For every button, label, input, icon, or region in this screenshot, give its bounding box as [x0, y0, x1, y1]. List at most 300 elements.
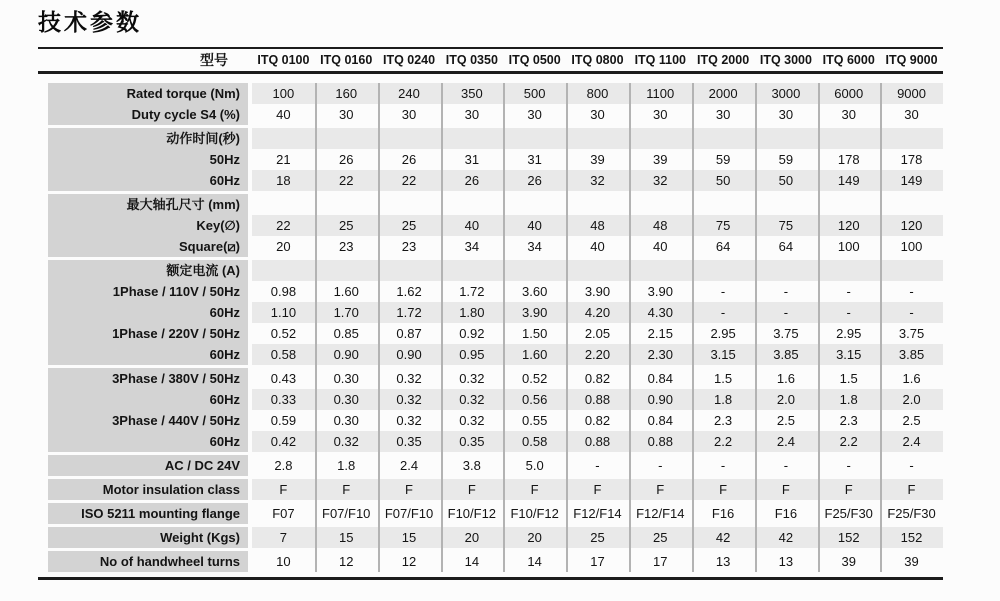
value-cell: 64: [715, 239, 731, 254]
value-cell: 3.75: [773, 326, 799, 341]
value-cell: 240: [398, 86, 420, 101]
row-label: 3Phase / 380V / 50Hz: [48, 368, 248, 389]
value-cell: 2.30: [647, 347, 673, 362]
row-values: [252, 527, 943, 548]
value-cell: 2.15: [647, 326, 673, 341]
row-label: Duty cycle S4 (%): [48, 104, 248, 125]
value-cell: [315, 260, 378, 281]
value-cell: 0.55: [522, 413, 548, 428]
value-cell: 23: [401, 239, 417, 254]
value-cell: 0.32: [396, 371, 422, 386]
value-cell: 2.5: [902, 413, 921, 428]
value-cell: [503, 260, 566, 281]
row-group: [38, 194, 943, 257]
value-cell: 0.88: [584, 392, 611, 407]
value-cell: [629, 194, 692, 215]
table-row: [38, 410, 943, 431]
table-row: [38, 281, 943, 302]
value-cell: 1.70: [333, 305, 359, 320]
value-cell: 2.4: [399, 458, 419, 473]
value-cell: 17: [653, 554, 668, 569]
row-label: 最大轴孔尺寸 (mm): [48, 194, 248, 215]
value-cell: 5.0: [525, 458, 544, 473]
value-cell: 0.35: [396, 434, 422, 449]
value-cell: 2000: [708, 86, 738, 101]
value-cell: 75: [715, 218, 731, 233]
model-header-cell: ITQ 9000: [885, 53, 938, 67]
value-cell: 152: [900, 530, 923, 545]
value-cell: [378, 194, 441, 215]
value-cell: 3.15: [836, 347, 862, 362]
value-cell: 30: [401, 107, 417, 122]
value-cell: 0.32: [459, 413, 485, 428]
value-cell: 1.6: [902, 371, 921, 386]
value-cell: 40: [464, 218, 480, 233]
value-cell: [566, 128, 629, 149]
value-cell: 0.88: [584, 434, 611, 449]
row-values: [252, 236, 943, 257]
value-cell: [566, 260, 629, 281]
value-cell: 1.6: [776, 371, 795, 386]
value-cell: 31: [464, 152, 480, 167]
value-cell: 1.8: [337, 458, 356, 473]
value-cell: 2.4: [776, 434, 795, 449]
value-cell: 1.72: [459, 284, 485, 299]
model-header-row: [252, 53, 943, 67]
row-group: [38, 83, 943, 125]
row-values: [252, 551, 943, 572]
value-cell: 0.84: [647, 413, 673, 428]
value-cell: 12: [338, 554, 354, 569]
value-cell: 34: [527, 239, 542, 254]
table-row: [38, 236, 943, 257]
row-values: [252, 503, 943, 524]
value-cell: 0.95: [459, 347, 485, 362]
value-cell: 2.2: [714, 434, 733, 449]
value-cell: 0.88: [647, 434, 673, 449]
row-values: [252, 215, 943, 236]
value-cell: 0.59: [270, 413, 297, 428]
value-cell: 1100: [646, 86, 675, 101]
value-cell: 0.32: [396, 392, 422, 407]
model-header-cell: ITQ 0240: [382, 53, 436, 67]
value-cell: 500: [523, 86, 546, 101]
value-cell: 100: [272, 86, 295, 101]
model-header-cell: ITQ 0500: [508, 53, 561, 67]
value-cell: 2.05: [584, 326, 611, 341]
row-group: [38, 128, 943, 191]
value-cell: 0.85: [333, 326, 359, 341]
value-cell: 3.85: [898, 347, 925, 362]
row-label: Rated torque (Nm): [48, 83, 248, 104]
value-cell: 0.42: [270, 434, 297, 449]
row-label: AC / DC 24V: [48, 455, 248, 476]
table-row: [38, 104, 943, 125]
value-cell: 3.8: [462, 458, 481, 473]
value-cell: 0.30: [333, 413, 359, 428]
value-cell: [252, 128, 315, 149]
model-column-label: 型号: [200, 52, 228, 68]
value-cell: [440, 194, 503, 215]
value-cell: -: [783, 284, 789, 299]
row-label: Square(⧄): [48, 236, 248, 257]
value-cell: F10/F12: [510, 506, 559, 521]
model-header-cell: ITQ 1100: [634, 53, 686, 67]
value-cell: F: [844, 482, 853, 497]
value-cell: 40: [527, 218, 542, 233]
value-cell: 30: [715, 107, 731, 122]
row-label: 1Phase / 110V / 50Hz: [48, 281, 248, 302]
value-cell: F: [656, 482, 665, 497]
value-cell: 0.32: [459, 371, 485, 386]
value-cell: 2.0: [776, 392, 795, 407]
value-cell: [692, 128, 755, 149]
value-cell: -: [783, 305, 789, 320]
value-cell: F07: [272, 506, 295, 521]
row-values: [252, 260, 943, 281]
row-values: [252, 389, 943, 410]
value-cell: F: [342, 482, 351, 497]
section-row: [38, 260, 943, 281]
value-cell: [629, 128, 692, 149]
value-cell: 0.35: [459, 434, 485, 449]
table-row: [38, 170, 943, 191]
row-values: [252, 455, 943, 476]
value-cell: 30: [904, 107, 919, 122]
value-cell: -: [720, 284, 726, 299]
row-values: [252, 410, 943, 431]
value-cell: 0.90: [647, 392, 673, 407]
value-cell: -: [846, 305, 851, 320]
table-row: [38, 479, 943, 500]
value-cell: 2.3: [839, 413, 858, 428]
header-bottom-rule: [38, 71, 943, 74]
value-cell: 800: [586, 86, 609, 101]
table-body: [38, 83, 943, 572]
model-header-cell: ITQ 3000: [759, 53, 812, 67]
value-cell: F: [593, 482, 602, 497]
value-cell: 0.87: [396, 326, 422, 341]
value-cell: 1.62: [396, 284, 422, 299]
value-cell: 1.72: [396, 305, 422, 320]
value-cell: 3.90: [584, 284, 611, 299]
value-cell: -: [720, 305, 726, 320]
value-cell: 25: [590, 530, 605, 545]
table-row: [38, 323, 943, 344]
model-header-cell: ITQ 6000: [822, 53, 875, 67]
value-cell: [440, 128, 503, 149]
value-cell: 0.43: [270, 371, 297, 386]
value-cell: 22: [401, 173, 417, 188]
value-cell: 0.32: [333, 434, 359, 449]
value-cell: F16: [711, 506, 735, 521]
value-cell: 0.32: [396, 413, 422, 428]
value-cell: 9000: [897, 86, 926, 101]
value-cell: -: [909, 284, 914, 299]
model-header-cell: ITQ 2000: [697, 53, 750, 67]
value-cell: F07/F10: [384, 506, 434, 521]
value-cell: 18: [276, 173, 291, 188]
row-label: 60Hz: [48, 302, 248, 323]
value-cell: 3.15: [710, 347, 736, 362]
value-cell: 40: [653, 239, 668, 254]
value-cell: 23: [338, 239, 354, 254]
value-cell: 30: [778, 107, 794, 122]
value-cell: -: [846, 458, 851, 473]
model-header-cell: ITQ 0160: [320, 53, 373, 67]
value-cell: F: [781, 482, 790, 497]
value-cell: 0.98: [270, 284, 297, 299]
value-cell: [755, 128, 818, 149]
value-cell: 152: [837, 530, 860, 545]
value-cell: 178: [900, 152, 923, 167]
table-row: [38, 368, 943, 389]
table-row: [38, 344, 943, 365]
value-cell: 25: [401, 218, 417, 233]
value-cell: 2.95: [836, 326, 862, 341]
value-cell: [817, 194, 880, 215]
row-label: 60Hz: [48, 344, 248, 365]
value-cell: -: [595, 458, 600, 473]
spec-sheet: [38, 2, 943, 580]
value-cell: [315, 194, 378, 215]
value-cell: [880, 194, 943, 215]
value-cell: 17: [590, 554, 605, 569]
table-row: [38, 527, 943, 548]
value-cell: 0.92: [459, 326, 485, 341]
value-cell: [817, 260, 880, 281]
value-cell: 10: [276, 554, 291, 569]
value-cell: F: [467, 482, 476, 497]
table-row: [38, 503, 943, 524]
value-cell: 32: [653, 173, 668, 188]
value-cell: 0.30: [333, 371, 359, 386]
value-cell: 39: [653, 152, 668, 167]
value-cell: [252, 194, 315, 215]
value-cell: 100: [900, 239, 923, 254]
value-cell: 350: [460, 86, 483, 101]
value-cell: 0.33: [270, 392, 297, 407]
value-cell: F12/F14: [636, 506, 685, 521]
value-cell: 25: [338, 218, 354, 233]
value-cell: F16: [774, 506, 798, 521]
value-cell: 149: [837, 173, 860, 188]
value-cell: 2.5: [776, 413, 795, 428]
row-values: [252, 344, 943, 365]
value-cell: 14: [527, 554, 542, 569]
value-cell: 2.4: [902, 434, 921, 449]
value-cell: 4.30: [647, 305, 673, 320]
value-cell: 30: [527, 107, 542, 122]
section-row: [38, 194, 943, 215]
value-cell: F07/F10: [322, 506, 371, 521]
section-row: [38, 128, 943, 149]
value-cell: 120: [837, 218, 860, 233]
value-cell: 1.10: [270, 305, 297, 320]
value-cell: F: [719, 482, 728, 497]
row-values: [252, 479, 943, 500]
value-cell: 0.58: [270, 347, 297, 362]
value-cell: F12/F14: [573, 506, 622, 521]
value-cell: 0.58: [522, 434, 548, 449]
value-cell: 2.3: [714, 413, 733, 428]
value-cell: 1.80: [459, 305, 485, 320]
value-cell: -: [909, 458, 914, 473]
table-header-row: [38, 49, 943, 71]
value-cell: 15: [338, 530, 354, 545]
value-cell: 3000: [771, 86, 801, 101]
value-cell: 1.8: [839, 392, 858, 407]
value-cell: -: [846, 284, 851, 299]
model-header-cell: ITQ 0800: [571, 53, 624, 67]
value-cell: 30: [653, 107, 668, 122]
value-cell: 14: [464, 554, 480, 569]
row-group: [38, 527, 943, 548]
value-cell: 3.75: [898, 326, 925, 341]
value-cell: [629, 260, 692, 281]
value-cell: 1.60: [522, 347, 548, 362]
row-label: 1Phase / 220V / 50Hz: [48, 323, 248, 344]
table-row: [38, 455, 943, 476]
row-values: [252, 83, 943, 104]
value-cell: 0.90: [396, 347, 422, 362]
value-cell: 0.56: [522, 392, 548, 407]
row-label: ISO 5211 mounting flange: [48, 503, 248, 524]
value-cell: 0.84: [647, 371, 673, 386]
value-cell: 2.20: [584, 347, 611, 362]
value-cell: 0.82: [584, 371, 611, 386]
value-cell: [880, 128, 943, 149]
table-row: [38, 149, 943, 170]
value-cell: 1.50: [522, 326, 548, 341]
value-cell: 30: [841, 107, 856, 122]
row-group: [38, 479, 943, 500]
value-cell: 4.20: [584, 305, 611, 320]
table-row: [38, 551, 943, 572]
value-cell: F: [279, 482, 288, 497]
row-values: [252, 368, 943, 389]
value-cell: 26: [464, 173, 480, 188]
row-group: [38, 455, 943, 476]
value-cell: 100: [837, 239, 860, 254]
value-cell: 39: [904, 554, 919, 569]
value-cell: [252, 260, 315, 281]
value-cell: 22: [276, 218, 291, 233]
row-label: 60Hz: [48, 431, 248, 452]
row-values: [252, 302, 943, 323]
value-cell: 15: [401, 530, 417, 545]
value-cell: 0.90: [333, 347, 359, 362]
value-cell: 30: [464, 107, 480, 122]
value-cell: 3.90: [647, 284, 673, 299]
value-cell: 0.82: [584, 413, 611, 428]
value-cell: 42: [715, 530, 731, 545]
value-cell: F25/F30: [824, 506, 873, 521]
value-cell: 50: [715, 173, 731, 188]
value-cell: 22: [338, 173, 354, 188]
table-row: [38, 302, 943, 323]
value-cell: 20: [276, 239, 291, 254]
value-cell: 40: [590, 239, 605, 254]
value-cell: -: [720, 458, 726, 473]
value-cell: [755, 194, 818, 215]
value-cell: F: [405, 482, 413, 497]
value-cell: [503, 194, 566, 215]
value-cell: 13: [778, 554, 794, 569]
value-cell: [880, 260, 943, 281]
value-cell: 64: [778, 239, 794, 254]
row-label: 3Phase / 440V / 50Hz: [48, 410, 248, 431]
row-group: [38, 503, 943, 524]
table-row: [38, 83, 943, 104]
value-cell: 3.85: [773, 347, 799, 362]
value-cell: 0.32: [459, 392, 485, 407]
row-label: Motor insulation class: [48, 479, 248, 500]
value-cell: -: [909, 305, 914, 320]
value-cell: 31: [527, 152, 542, 167]
table-bottom-rule: [38, 577, 943, 580]
value-cell: [817, 128, 880, 149]
value-cell: 30: [338, 107, 354, 122]
model-header-cell: ITQ 0100: [257, 53, 310, 67]
value-cell: 0.52: [522, 371, 548, 386]
row-label: Weight (Kgs): [48, 527, 248, 548]
row-label: 额定电流 (A): [48, 260, 248, 281]
value-cell: 2.0: [902, 392, 921, 407]
value-cell: 26: [338, 152, 354, 167]
table-row: [38, 215, 943, 236]
value-cell: 20: [527, 530, 542, 545]
table-row: [38, 431, 943, 452]
value-cell: 6000: [834, 86, 864, 101]
value-cell: 30: [590, 107, 605, 122]
row-group: [38, 368, 943, 452]
value-cell: 59: [715, 152, 731, 167]
row-label: Key(∅): [48, 215, 248, 236]
value-cell: [692, 194, 755, 215]
value-cell: 178: [837, 152, 860, 167]
value-cell: [378, 128, 441, 149]
row-values: [252, 149, 943, 170]
value-cell: 120: [900, 218, 923, 233]
value-cell: 1.5: [839, 371, 858, 386]
value-cell: 3.60: [522, 284, 548, 299]
value-cell: 2.8: [274, 458, 293, 473]
value-cell: 13: [715, 554, 731, 569]
page-title: 技术参数: [38, 9, 142, 35]
value-cell: [315, 128, 378, 149]
value-cell: 0.52: [270, 326, 297, 341]
value-cell: 21: [276, 152, 291, 167]
value-cell: 26: [401, 152, 417, 167]
value-cell: 40: [276, 107, 291, 122]
row-label: 50Hz: [48, 149, 248, 170]
value-cell: 1.8: [714, 392, 733, 407]
value-cell: 50: [778, 173, 794, 188]
value-cell: F: [530, 482, 539, 497]
row-label: No of handwheel turns: [48, 551, 248, 572]
value-cell: F: [907, 482, 916, 497]
row-values: [252, 431, 943, 452]
value-cell: 2.2: [839, 434, 858, 449]
value-cell: 2.95: [710, 326, 736, 341]
value-cell: F10/F12: [447, 506, 497, 521]
value-cell: 34: [464, 239, 480, 254]
value-cell: 12: [401, 554, 417, 569]
value-cell: 0.30: [333, 392, 359, 407]
value-cell: 20: [464, 530, 480, 545]
model-header-cell: ITQ 0350: [445, 53, 498, 67]
